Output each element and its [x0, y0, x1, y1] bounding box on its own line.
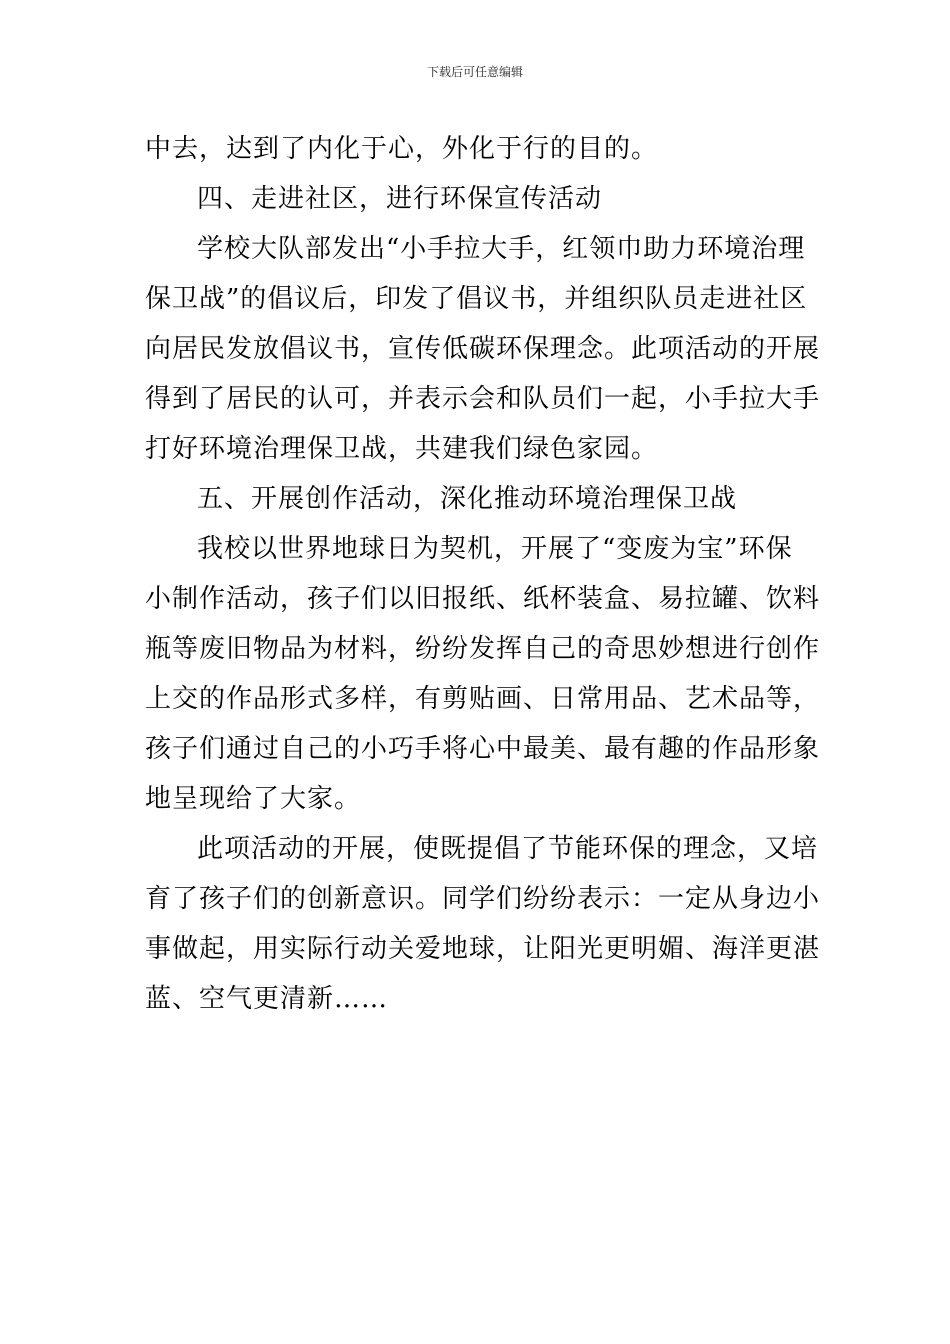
text-line: 孩子们通过自己的小巧手将心中最美、最有趣的作品形象 [145, 734, 821, 764]
paragraph-first-line: 我校以世界地球日为契机，开展了“变废为宝”环保 [197, 534, 793, 564]
text-line: 瓶等废旧物品为材料，纷纷发挥自己的奇思妙想进行创作 [145, 634, 821, 664]
text-line: 向居民发放倡议书，宣传低碳环保理念。此项活动的开展 [145, 334, 821, 364]
document-body [145, 124, 821, 1024]
text-line: 育了孩子们的创新意识。同学们纷纷表示：一定从身边小 [145, 884, 821, 914]
text-line: 保卫战”的倡议后，印发了倡议书，并组织队员走进社区 [145, 284, 808, 314]
text-line: 小制作活动，孩子们以旧报纸、纸杯装盒、易拉罐、饮料 [145, 584, 821, 614]
section-heading: 四、走进社区，进行环保宣传活动 [197, 184, 603, 214]
paragraph-first-line: 此项活动的开展，使既提倡了节能环保的理念，又培 [197, 834, 819, 864]
text-line: 中去，达到了内化于心，外化于行的目的。 [145, 134, 659, 164]
text-line: 上交的作品形式多样，有剪贴画、日常用品、艺术品等， [145, 684, 821, 714]
text-line: 打好环境治理保卫战，共建我们绿色家园。 [145, 434, 659, 464]
text-line: 蓝、空气更清新…… [145, 984, 389, 1014]
text-line: 事做起，用实际行动关爱地球，让阳光更明媚、海洋更湛 [145, 934, 821, 964]
section-heading: 五、开展创作活动，深化推动环境治理保卫战 [197, 484, 738, 514]
text-line: 地呈现给了大家。 [145, 784, 362, 814]
page-header: 下载后可任意编辑 [426, 65, 523, 79]
text-line: 得到了居民的认可，并表示会和队员们一起，小手拉大手 [145, 384, 821, 414]
paragraph-first-line: 学校大队部发出“小手拉大手，红领巾助力环境治理 [197, 234, 806, 264]
